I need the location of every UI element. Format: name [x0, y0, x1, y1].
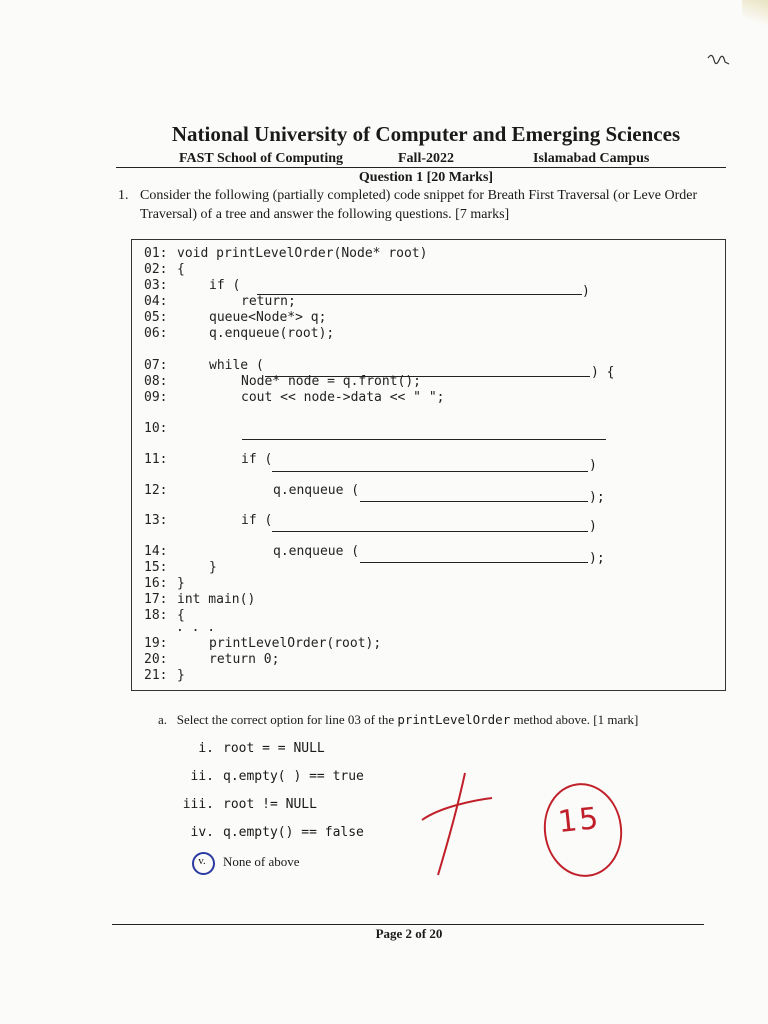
- blank-line-10[interactable]: [242, 439, 606, 440]
- scribble-mark: [704, 50, 734, 74]
- code-line-text: queue<Node*> q;: [209, 310, 327, 325]
- part-a-text-before: Select the correct option for line 03 of the: [176, 712, 395, 727]
- header-divider: [116, 167, 726, 168]
- closer-07: ) {: [591, 365, 615, 380]
- code-line-text: q.enqueue (: [273, 544, 360, 559]
- code-line-text: q.enqueue(root);: [209, 326, 335, 341]
- code-line-text: if (: [209, 278, 241, 293]
- closer-03: ): [582, 284, 590, 299]
- closer-12: );: [589, 490, 605, 505]
- option-text[interactable]: q.empty() == false: [223, 825, 364, 840]
- code-line-number: 03:: [144, 278, 168, 293]
- option-text[interactable]: root != NULL: [223, 797, 317, 812]
- code-line-text: q.enqueue (: [273, 483, 360, 498]
- code-line-text: void printLevelOrder(Node* root): [177, 246, 428, 261]
- code-line-number: 17:: [144, 592, 168, 607]
- code-line-number: 04:: [144, 294, 168, 309]
- code-line-text: while (: [209, 358, 264, 373]
- part-a-prompt: [158, 712, 638, 728]
- part-a-text-after: method above. [1 mark]: [513, 712, 639, 727]
- blank-line-14[interactable]: [360, 562, 588, 563]
- code-line-number: 11:: [144, 452, 168, 467]
- option-roman: i.: [198, 741, 214, 756]
- code-line-text: printLevelOrder(root);: [209, 636, 382, 651]
- option-text[interactable]: None of above: [223, 854, 300, 869]
- blank-line-11[interactable]: [272, 471, 588, 472]
- blank-line-03[interactable]: [257, 294, 582, 295]
- code-ellipsis: . . .: [176, 620, 216, 635]
- question-prompt: [118, 186, 730, 224]
- code-line-number: 12:: [144, 483, 168, 498]
- question-number: 1.: [118, 188, 129, 203]
- code-line-number: 16:: [144, 576, 168, 591]
- code-line-number: 13:: [144, 513, 168, 528]
- term-label: Fall-2022: [398, 151, 454, 166]
- code-line-number: 08:: [144, 374, 168, 389]
- code-line-text: {: [177, 608, 185, 623]
- part-a-label: a.: [158, 712, 168, 727]
- code-line-text: int main(): [177, 592, 256, 607]
- score-value: 15: [556, 800, 602, 841]
- part-a-method: printLevelOrder: [397, 712, 511, 727]
- option-text[interactable]: q.empty( ) == true: [223, 769, 364, 784]
- code-line-text: return 0;: [209, 652, 280, 667]
- option-roman: iii.: [182, 797, 214, 812]
- page-number: Page 2 of 20: [375, 926, 443, 941]
- code-line-number: 20:: [144, 652, 168, 667]
- cross-mark-stroke: [438, 773, 465, 875]
- question-text: Consider the following (partially completed) code snippet for Breath First Traversal (or Leve Order Traversal) of a tree and answer the following questions. [7 marks]: [140, 188, 698, 222]
- question-title: Question 1 [20 Marks]: [358, 170, 494, 185]
- code-line-text: {: [177, 262, 185, 277]
- university-title: National University of Computer and Emerging Sciences: [171, 122, 681, 146]
- blank-line-12[interactable]: [360, 501, 588, 502]
- code-line-text: }: [177, 576, 185, 591]
- code-line-text: }: [209, 560, 217, 575]
- code-line-number: 07:: [144, 358, 168, 373]
- code-line-number: 14:: [144, 544, 168, 559]
- code-line-number: 15:: [144, 560, 168, 575]
- page-edge-stain: [742, 0, 768, 30]
- campus-label: Islamabad Campus: [533, 151, 650, 166]
- code-line-number: 09:: [144, 390, 168, 405]
- corner-scribble: [704, 50, 734, 79]
- code-line-text: cout << node->data << " ";: [241, 390, 445, 405]
- code-line-number: 19:: [144, 636, 168, 651]
- option-roman: v.: [198, 855, 206, 867]
- closer-14: );: [589, 551, 605, 566]
- option-roman: ii.: [190, 769, 214, 784]
- option-roman: iv.: [190, 825, 214, 840]
- school-name: FAST School of Computing: [179, 151, 344, 166]
- option-text[interactable]: root = = NULL: [223, 741, 325, 756]
- blank-line-13[interactable]: [272, 531, 588, 532]
- code-line-text: return;: [241, 294, 296, 309]
- code-line-text: Node* node = q.front();: [241, 374, 422, 389]
- code-snippet-box: [131, 239, 726, 691]
- code-line-text: }: [177, 668, 185, 683]
- code-line-number: 05:: [144, 310, 168, 325]
- closer-13: ): [589, 519, 597, 534]
- code-line-number: 10:: [144, 421, 168, 436]
- code-line-number: 06:: [144, 326, 168, 341]
- code-line-number: 18:: [144, 608, 168, 623]
- code-line-number: 01:: [144, 246, 168, 261]
- closer-11: ): [589, 458, 597, 473]
- footer-divider: [112, 924, 704, 925]
- code-line-number: 21:: [144, 668, 168, 683]
- code-line-number: 02:: [144, 262, 168, 277]
- blank-line-07[interactable]: [265, 376, 590, 377]
- code-line-text: if (: [241, 452, 273, 467]
- code-line-text: if (: [241, 513, 273, 528]
